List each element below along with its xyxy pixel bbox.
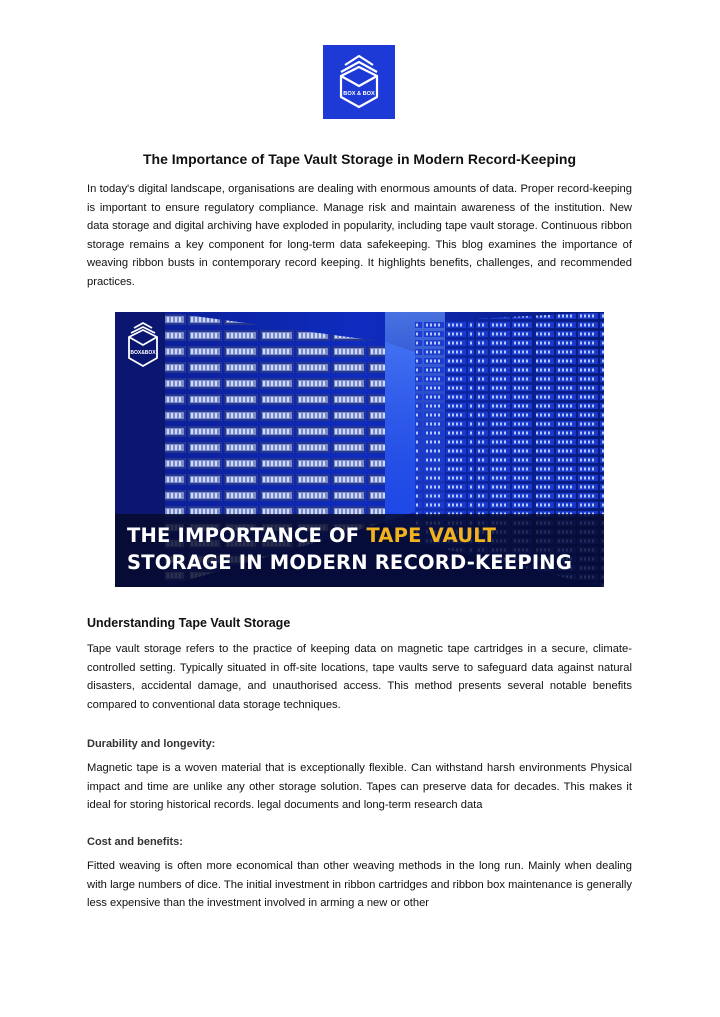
banner-logo	[122, 320, 164, 370]
hero-banner-image	[115, 312, 604, 587]
page-title: The Importance of Tape Vault Storage in Modern Record-Keeping	[142, 151, 576, 167]
subsection-heading-cost: Cost and benefits:	[87, 836, 183, 848]
section-paragraph: Tape vault storage refers to the practice of keeping data on magnetic tape cartridges in a secure, climate-controlled setting. Typically situated in off-site locations, tape vaults serve to safeguard data against natural disasters, accidental damage, and unauthorised access. This method presents several notable benefits compared to conventional data storage techniques.	[87, 643, 632, 711]
subsection-paragraph-durability: Magnetic tape is a woven material that is exceptionally flexible. Can withstand harsh environments Physical impact and time are unlike any other storage solution. Tapes can preserve data for decades. This makes it ideal for storing historical records. legal documents and long-term research data	[87, 762, 632, 812]
brand-logo	[323, 45, 395, 119]
subsection-heading-durability: Durability and longevity:	[87, 738, 216, 750]
svg-text:BOX & BOX: BOX & BOX	[343, 91, 375, 97]
banner-highlight: TAPE VAULT	[366, 524, 497, 547]
banner-caption	[115, 514, 604, 587]
svg-text:BOX&BOX: BOX&BOX	[130, 350, 156, 356]
subsection-paragraph-cost: Fitted weaving is often more economical than other weaving methods in the long run. Mainly when dealing with large numbers of dice. The initial investment in ribbon cartridges and ribbon box maintenance is generally less expensive than the investment involved in arming a new or other	[87, 860, 632, 910]
intro-paragraph: In today's digital landscape, organisations are dealing with enormous amounts of data. Proper record-keeping is important to ensure regulatory compliance. Manage risk and maintain awareness of the institution. New data storage and digital archiving have exploded in popularity, including tape vault storage. Continuous ribbon storage remains a key component for long-term data safekeeping. This blog examines the importance of weaving ribbon busts in contemporary record keeping. It highlights benefits, challenges, and recommended practices.	[87, 183, 632, 288]
section-heading: Understanding Tape Vault Storage	[87, 616, 291, 630]
banner-line-2: STORAGE IN MODERN RECORD-KEEPING	[127, 551, 573, 574]
banner-line-1: THE IMPORTANCE OF TAPE VAULT	[127, 524, 497, 547]
